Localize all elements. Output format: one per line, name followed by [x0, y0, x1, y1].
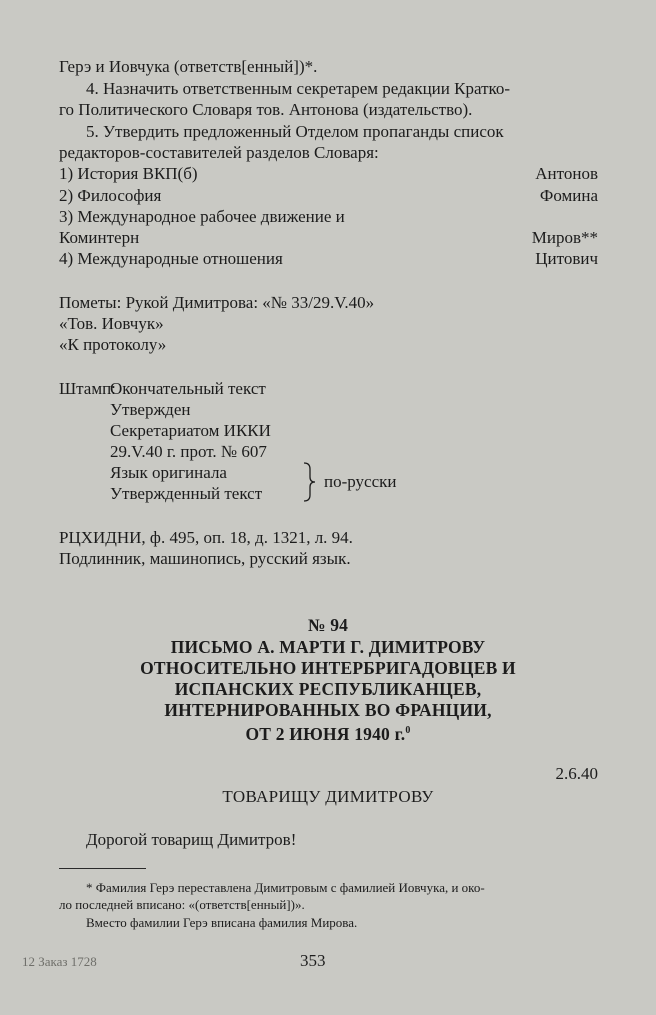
body-line-4: 5. Утвердить предложенный Отделом пропаганды список — [86, 122, 504, 141]
letter-date: 2.6.40 — [555, 764, 598, 783]
greeting: Дорогой товарищ Димитров! — [86, 830, 297, 849]
marks-line-2: «Тов. Иовчук» — [59, 314, 164, 333]
footnote-divider — [59, 868, 146, 869]
stamp-line-5: Язык оригинала — [110, 463, 227, 482]
section-left: Коминтерн — [59, 228, 140, 247]
document-number: № 94 — [307, 615, 349, 635]
section-editor: Миров** — [531, 228, 598, 247]
footnote-1-line-1: * Фамилия Герэ переставлена Димитровым с фамилией Иовчука, и око- — [86, 880, 485, 895]
source-line-2: Подлинник, машинопись, русский язык. — [59, 549, 351, 568]
footnote-1-line-2: ло последней вписано: «(ответств[енный])». — [59, 897, 305, 912]
source-line-1: РЦХИДНИ, ф. 495, оп. 18, д. 1321, л. 94. — [59, 528, 353, 547]
body-line-3: го Политического Словаря тов. Антонова (издательство). — [59, 100, 473, 119]
footnote-2: Вместо фамилии Герэ вписана фамилия Мирова. — [86, 915, 358, 930]
section-left: 1) История ВКП(б) — [59, 164, 198, 183]
addressee: ТОВАРИЩУ ДИМИТРОВУ — [222, 787, 434, 806]
marks-line-1: Пометы: Рукой Димитрова: «№ 33/29.V.40» — [59, 293, 375, 312]
stamp-line-1: Окончательный текст — [110, 379, 266, 398]
section-left: 4) Международные отношения — [59, 249, 283, 268]
section-editor: Фомина — [539, 186, 598, 205]
page-number: 353 — [300, 951, 326, 970]
section-left: 2) Философия — [59, 186, 162, 205]
body-line-5: редакторов-составителей разделов Словаря: — [59, 143, 379, 162]
stamp-line-6: Утвержденный текст — [110, 484, 263, 503]
section-left: 3) Международное рабочее движение и — [59, 207, 345, 226]
body-line-2: 4. Назначить ответственным секретарем редакции Кратко- — [86, 79, 511, 98]
stamp-label: Штамп: — [59, 379, 116, 398]
stamp-line-3: Секретариатом ИККИ — [110, 421, 271, 440]
document-title-line-1: ПИСЬМО А. МАРТИ Г. ДИМИТРОВУ — [170, 637, 486, 657]
document-title-date: ОТ 2 ИЮНЯ 1940 г. — [245, 723, 406, 744]
marks-line-3: «К протоколу» — [59, 335, 167, 354]
section-editor: Антонов — [535, 164, 598, 183]
footnote-marker: 0 — [405, 725, 411, 736]
document-title-line-3: ИСПАНСКИХ РЕСПУБЛИКАНЦЕВ, — [174, 679, 482, 699]
document-title-line-2: ОТНОСИТЕЛЬНО ИНТЕРБРИГАДОВЦЕВ И — [140, 658, 516, 678]
stamp-brace-value: по-русски — [324, 472, 397, 491]
body-line-1: Герэ и Иовчука (ответств[енный])*. — [59, 57, 318, 76]
stamp-line-4: 29.V.40 г. прот. № 607 — [110, 442, 267, 461]
section-editor: Цитович — [535, 249, 598, 268]
brace-icon — [302, 462, 316, 502]
signature-mark: 12 Заказ 1728 — [22, 954, 97, 969]
stamp-line-2: Утвержден — [110, 400, 191, 419]
document-title-line-5 — [0, 720, 656, 745]
document-title-line-4: ИНТЕРНИРОВАННЫХ ВО ФРАНЦИИ, — [164, 700, 492, 720]
